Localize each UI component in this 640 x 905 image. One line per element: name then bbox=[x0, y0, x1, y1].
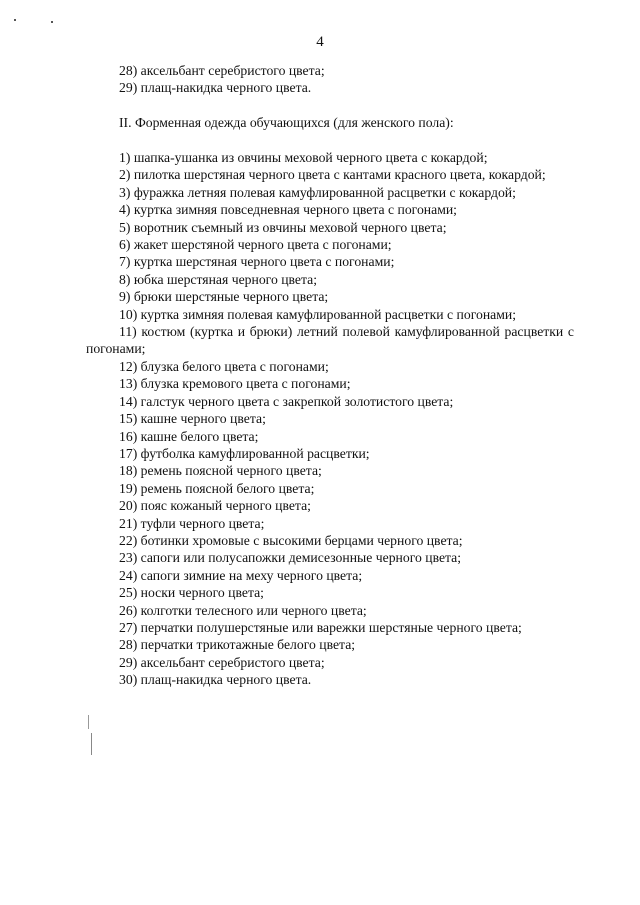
scan-speck bbox=[51, 21, 53, 23]
list-item: 6) жакет шерстяной черного цвета с погонами; bbox=[119, 237, 392, 253]
scan-speck bbox=[88, 715, 89, 729]
list-item: 14) галстук черного цвета с закрепкой золотистого цвета; bbox=[119, 393, 454, 409]
list-item: 3) фуражка летняя полевая камуфлированной расцветки с кокардой; bbox=[119, 184, 516, 200]
scan-speck bbox=[91, 733, 92, 755]
list-item: 20) пояс кожаный черного цвета; bbox=[119, 498, 311, 514]
list-item: 24) сапоги зимние на меху черного цвета; bbox=[119, 567, 363, 583]
list-item: 29) плащ-накидка черного цвета. bbox=[119, 80, 312, 96]
page-number: 4 bbox=[316, 34, 324, 50]
list-item: 5) воротник съемный из овчины меховой черного цвета; bbox=[119, 219, 447, 235]
list-item: 17) футболка камуфлированной расцветки; bbox=[119, 445, 370, 461]
document-body bbox=[86, 62, 574, 689]
list-item: 21) туфли черного цвета; bbox=[119, 515, 265, 531]
list-item: 8) юбка шерстяная черного цвета; bbox=[119, 271, 318, 287]
list-item: 9) брюки шерстяные черного цвета; bbox=[119, 289, 329, 305]
list-item: 19) ремень поясной белого цвета; bbox=[119, 480, 315, 496]
list-item: 27) перчатки полушерстяные или варежки шерстяные черного цвета; bbox=[119, 619, 522, 635]
list-item: 26) колготки телесного или черного цвета; bbox=[119, 602, 367, 618]
list-item: 29) аксельбант серебристого цвета; bbox=[119, 654, 325, 670]
continuation-list bbox=[86, 62, 574, 97]
list-item: 1) шапка-ушанка из овчины меховой черного цвета с кокардой; bbox=[119, 150, 488, 165]
list-item: 15) кашне черного цвета; bbox=[119, 411, 266, 427]
list-item: 10) куртка зимняя полевая камуфлированной расцветки с погонами; bbox=[119, 306, 517, 322]
list-item: 13) блузка кремового цвета с погонами; bbox=[119, 376, 351, 392]
list-item: 23) сапоги или полусапожки демисезонные черного цвета; bbox=[119, 550, 462, 566]
list-item: 28) перчатки трикотажные белого цвета; bbox=[119, 637, 356, 653]
list-item: 4) куртка зимняя повседневная черного цвета с погонами; bbox=[119, 202, 457, 218]
scan-speck bbox=[14, 19, 16, 21]
list-item: 25) носки черного цвета; bbox=[119, 585, 264, 601]
list-item: 28) аксельбант серебристого цвета; bbox=[119, 63, 325, 78]
list-item: 18) ремень поясной черного цвета; bbox=[119, 463, 322, 479]
list-item: 11) костюм (куртка и брюки) летний полевой камуфлированной расцветки с погонами; bbox=[86, 324, 574, 357]
uniform-items-list bbox=[86, 149, 574, 689]
list-item: 2) пилотка шерстяная черного цвета с кантами красного цвета, кокардой; bbox=[119, 167, 546, 183]
list-item: 12) блузка белого цвета с погонами; bbox=[119, 358, 329, 374]
list-item: 16) кашне белого цвета; bbox=[119, 428, 259, 444]
list-item: 30) плащ-накидка черного цвета. bbox=[119, 672, 312, 688]
list-item: 22) ботинки хромовые с высокими берцами черного цвета; bbox=[119, 532, 463, 548]
list-item: 7) куртка шерстяная черного цвета с погонами; bbox=[119, 254, 395, 270]
section-heading: II. Форменная одежда обучающихся (для женского пола): bbox=[119, 115, 454, 131]
